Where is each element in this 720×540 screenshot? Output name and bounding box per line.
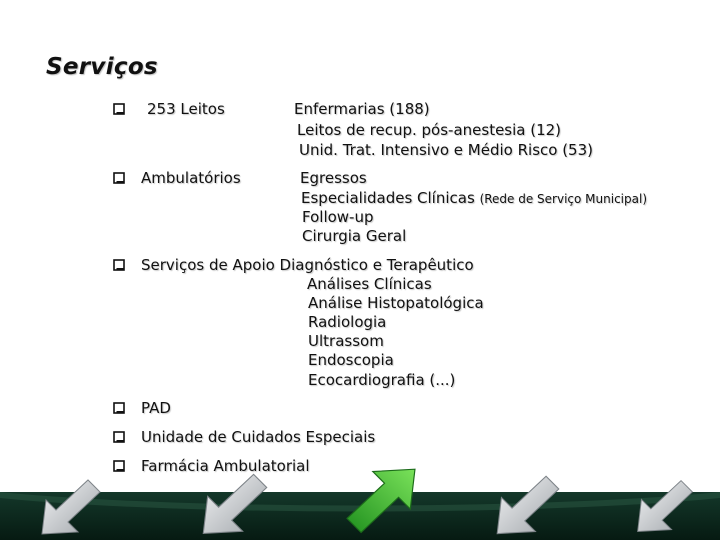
sadt-detail-ecocardiografia: Ecocardiografia (...) xyxy=(308,371,456,389)
ambulatorios-detail-followup: Follow-up xyxy=(302,208,374,226)
green-arrow-icon xyxy=(340,464,422,540)
sadt-detail-histopatologica: Análise Histopatológica xyxy=(308,294,484,312)
section-label-sadt: Serviços de Apoio Diagnóstico e Terapêutico xyxy=(141,256,474,274)
section-label-ambulatorios: Ambulatórios xyxy=(141,169,241,187)
square-bullet-icon xyxy=(113,259,125,271)
arrow-icon xyxy=(490,472,566,540)
square-bullet-icon xyxy=(113,431,125,443)
sadt-detail-analises: Análises Clínicas xyxy=(307,275,432,293)
arrow-icon xyxy=(36,476,106,540)
sadt-detail-endoscopia: Endoscopia xyxy=(308,351,394,369)
ambulatorios-note: (Rede de Serviço Municipal) xyxy=(479,192,647,206)
ambulatorios-detail-cirurgia: Cirurgia Geral xyxy=(302,227,407,245)
leitos-detail-recuperacao: Leitos de recup. pós-anestesia (12) xyxy=(297,121,562,139)
sadt-detail-radiologia: Radiologia xyxy=(308,313,387,331)
square-bullet-icon xyxy=(113,103,125,115)
arrow-icon xyxy=(196,470,274,540)
section-label-leitos: 253 Leitos xyxy=(147,100,225,118)
arrow-icon xyxy=(632,476,698,538)
square-bullet-icon xyxy=(113,172,125,184)
ambulatorios-detail-especialidades: Especialidades Clínicas (Rede de Serviço Municipal) xyxy=(301,189,647,207)
leitos-detail-enfermarias: Enfermarias (188) xyxy=(294,100,430,118)
slide-title: Serviços xyxy=(46,54,158,80)
section-label-pad: PAD xyxy=(141,399,171,417)
leitos-detail-uti: Unid. Trat. Intensivo e Médio Risco (53) xyxy=(299,141,593,159)
section-label-farmacia: Farmácia Ambulatorial xyxy=(141,457,310,475)
square-bullet-icon xyxy=(113,460,125,472)
square-bullet-icon xyxy=(113,402,125,414)
sadt-detail-ultrassom: Ultrassom xyxy=(308,332,384,350)
section-label-uce: Unidade de Cuidados Especiais xyxy=(141,428,376,446)
ambulatorios-detail-egressos: Egressos xyxy=(300,169,367,187)
